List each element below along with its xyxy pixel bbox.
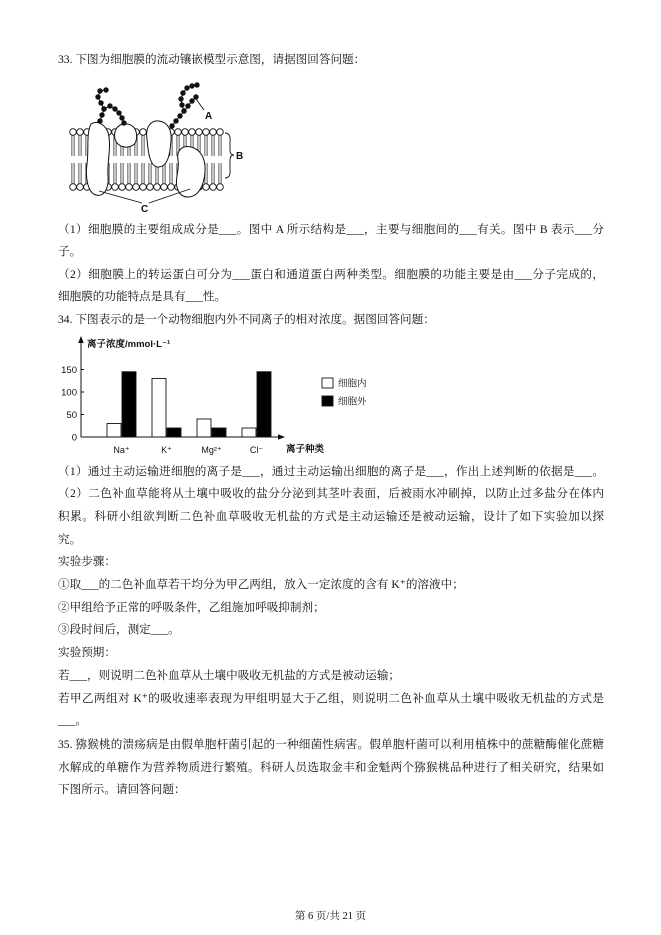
cell-membrane-diagram [60,80,250,215]
q34-line: （2）二色补血草能将从土壤中吸收的盐分分泌到其茎叶表面，后被雨水冲刷掉，以防止过多盐分在体内 [58,487,604,500]
phospholipid-head [70,129,77,136]
sugar-chain-bead [173,118,178,123]
category-label: Mg²⁺ [201,445,222,455]
outer-surface-protein [115,124,137,147]
label-c-leader-line-left [99,191,142,203]
phospholipid-head [126,184,133,191]
legend-label: 细胞内 [338,378,367,390]
page-number: 第 6 页/共 21 页 [294,911,367,922]
sugar-chain-bead [189,83,194,88]
sugar-chain-bead [189,98,194,103]
phospholipid-head [182,129,189,136]
y-axis-arrow [78,336,84,343]
sugar-chain-bead [178,96,183,101]
label-a-leader-line [196,99,204,110]
y-tick-label: 0 [71,432,77,444]
q33-line: （2）细胞膜上的转运蛋白可分为___蛋白和通道蛋白两种类型。细胞膜的功能主要是由___分子完成的， [58,268,604,281]
bar-1-series-0 [152,379,166,438]
sugar-chain-bead [116,110,121,115]
sugar-chain-bead [179,102,184,107]
y-tick-label: 150 [61,364,77,376]
q34-line: 积累。科研小组欲判断二色补血草吸收无机盐的方式是主动运输还是被动运输，设计了如下实验加以探 [58,510,604,523]
phospholipid-head [140,129,147,136]
phospholipid-head [133,184,140,191]
sugar-chain-bead [98,100,103,105]
embedded-protein-middle [147,121,172,167]
phospholipid-head [196,129,203,136]
q34-line: ②甲组给予正常的呼吸条件，乙组施加呼吸抑制剂； [58,601,325,614]
category-label: K⁺ [161,445,172,455]
phospholipid-head [189,129,196,136]
sugar-chain-bead [112,106,117,111]
phospholipid-head [210,184,217,191]
legend-swatch [322,378,333,388]
q35-line: 35. 猕猴桃的溃疡病是由假单胞杆菌引起的一种细菌性病害。假单胞杆菌可以利用植株中的蔗糖酶催化蔗糖 [58,738,604,751]
phospholipid-head [217,129,224,136]
category-label: Cl⁻ [249,445,264,455]
sugar-chain-bead [107,103,112,108]
sugar-chain-bead [119,115,124,120]
y-tick-label: 100 [61,387,77,399]
bar-0-series-0 [107,424,121,438]
phospholipid-head [203,184,210,191]
phospholipid-head [77,129,84,136]
q34-line: ③段时间后，测定___。 [58,623,180,636]
phospholipid-head [70,184,77,191]
label-c: C [141,204,149,215]
q34-line: ___。 [58,714,87,727]
label-b-brace [225,133,234,178]
sugar-chain-bead [101,106,106,111]
sugar-chain-bead [180,90,185,95]
sugar-chain-bead [103,87,108,92]
sugar-chain-bead [99,112,104,117]
sugar-chain-bead [97,118,102,123]
q34-line: 实验预期： [58,646,116,659]
q34-line: 若甲乙两组对 K⁺的吸收速率表现为甲组明显大于乙组，则说明二色补血草从土壤中吸收无机盐的方式是 [58,692,604,705]
bar-3-series-1 [257,372,271,437]
phospholipid-head [140,184,147,191]
phospholipid-head [119,184,126,191]
q33-line: （1）细胞膜的主要组成成分是___。图中 A 所示结构是___，主要与细胞间的___有关。图中 B 表示___分 [58,223,604,236]
phospholipid-head [112,184,119,191]
question-33-stem: 33. 下图为细胞膜的流动镶嵌模型示意图，请据图回答问题： [58,53,366,66]
sugar-chain-bead [97,88,102,93]
q34-line: 实验步骤： [58,555,116,568]
phospholipid-head [147,184,154,191]
phospholipid-head [217,184,224,191]
x-axis-title: 离子种类 [286,444,325,455]
phospholipid-head [161,184,168,191]
phospholipid-head [203,129,210,136]
y-axis-title: 离子浓度/mmol·L⁻¹ [87,339,171,350]
phospholipid-head [77,184,84,191]
bar-2-series-0 [197,419,211,437]
x-axis-arrow [278,434,285,440]
sugar-chain-bead [95,94,100,99]
bar-2-series-1 [212,428,226,437]
question-34-stem: 34. 下图表示的是一个动物细胞内外不同离子的相对浓度。据图回答问题： [58,313,435,326]
sugar-chain-bead [181,108,186,113]
sugar-chain-bead [177,113,182,118]
q34-line: ①取___的二色补血草若干均分为甲乙两组，放入一定浓度的含有 K⁺的溶液中； [58,578,464,591]
bar-3-series-0 [242,428,256,437]
y-tick-label: 50 [66,409,77,421]
q35-line: 水解成的单糖作为营养物质进行繁殖。科研人员选取金丰和金魁两个猕猴桃品种进行了相关研究，结果如 [58,761,604,774]
glycoprotein-sugar-chains [95,82,199,128]
phospholipid-head [210,129,217,136]
legend-swatch [322,396,333,406]
phospholipid-head [175,129,182,136]
sugar-chain-bead [185,103,190,108]
label-a: A [205,111,213,122]
transmembrane-protein-left [86,122,109,195]
q33-line: 细胞膜的功能特点是具有___性。 [58,290,227,303]
phospholipid-head [154,184,161,191]
legend-label: 细胞外 [338,396,367,408]
phospholipid-head [168,184,175,191]
bar-0-series-1 [122,372,136,437]
label-b: B [236,151,244,162]
chart-marks [61,365,367,455]
sugar-chain-bead [193,94,198,99]
q34-line: 若___，则说明二色补血草从土壤中吸收无机盐的方式是被动运输； [58,669,401,682]
sugar-chain-bead [169,123,174,128]
sugar-chain-bead [194,82,199,87]
q34-line: 究。 [58,533,82,546]
sugar-chain-bead [121,120,126,125]
bar-1-series-1 [167,428,181,437]
sugar-chain-bead [184,85,189,90]
q33-line: 子。 [58,245,82,258]
q35-line: 下图所示。请回答问题： [58,783,186,796]
q34-line: （1）通过主动运输进细胞的离子是___，通过主动运输出细胞的离子是___，作出上述判断的依据是___。 [58,465,604,478]
ion-concentration-bar-chart [55,330,395,465]
category-label: Na⁺ [113,445,130,455]
